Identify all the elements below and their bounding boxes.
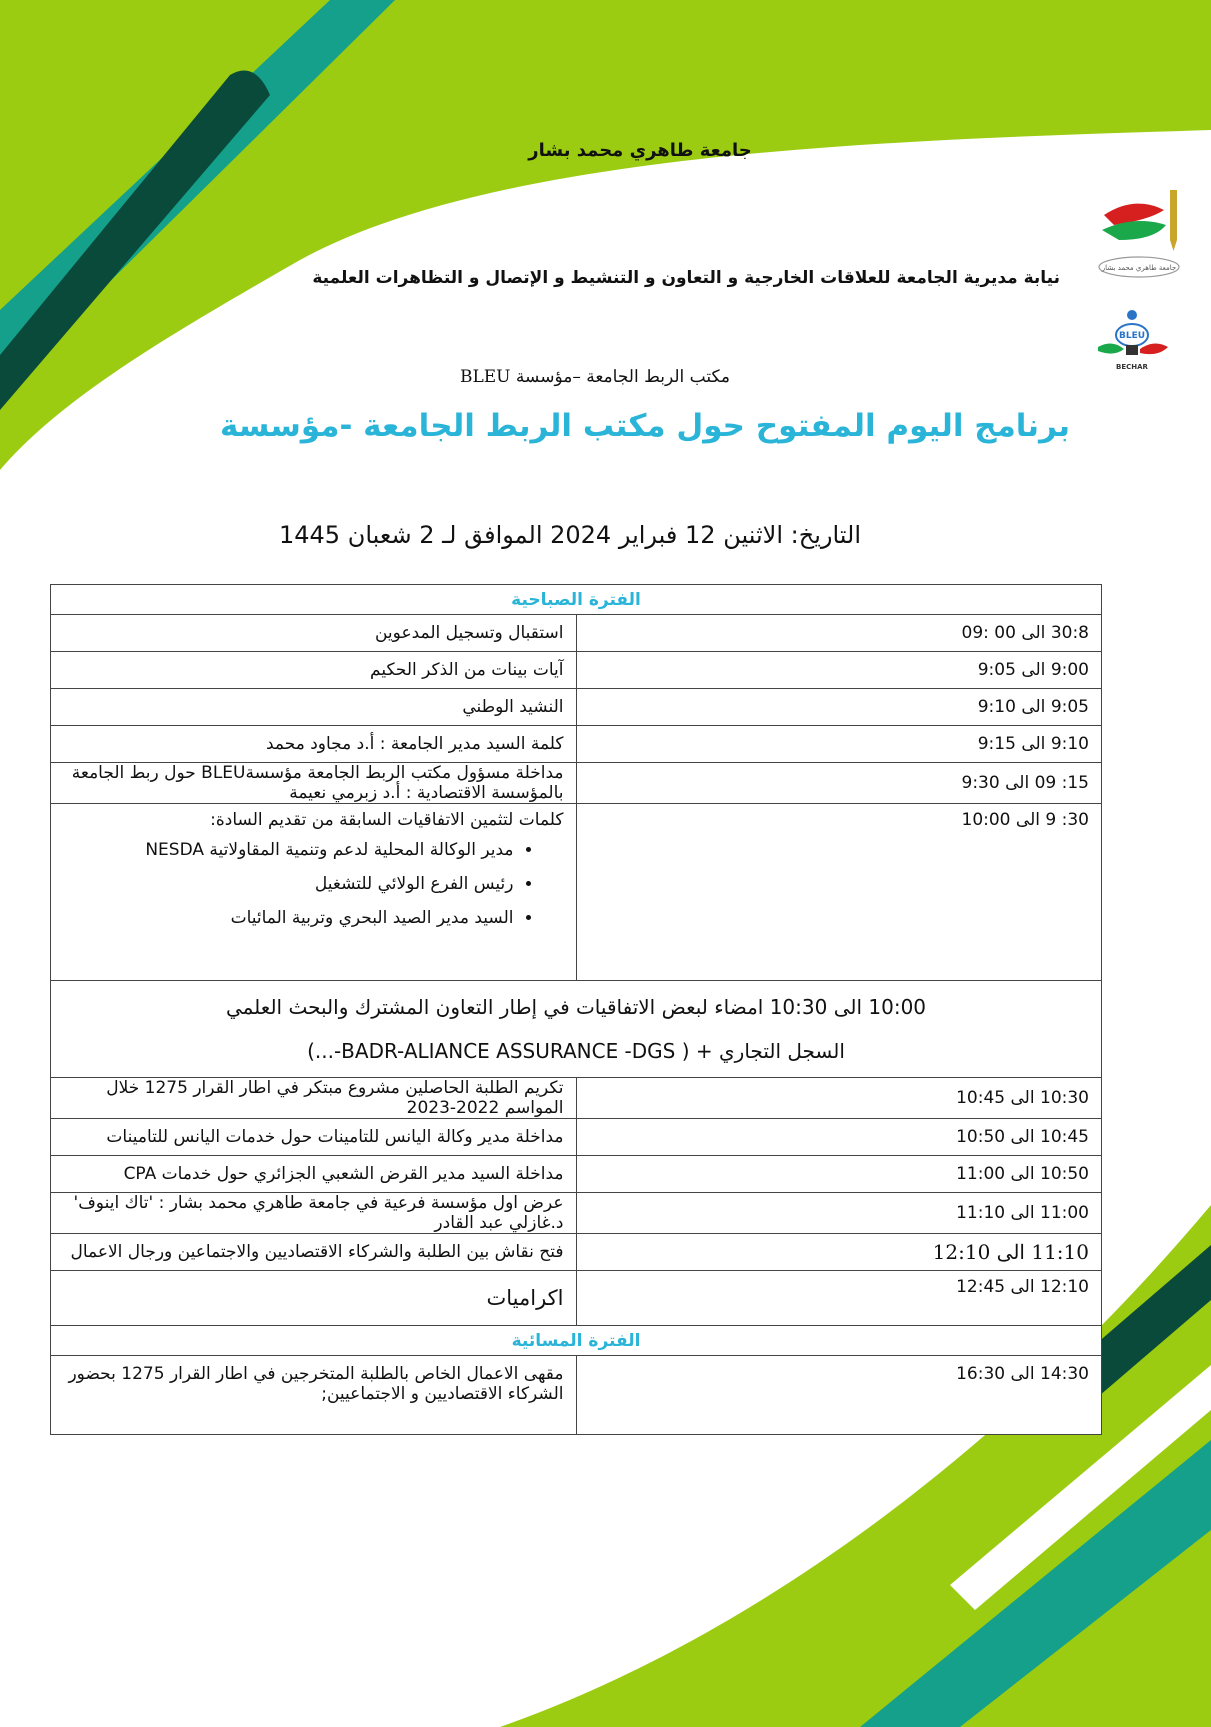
time-cell: 10:45 الى 10:50 bbox=[576, 1119, 1102, 1156]
schedule-table bbox=[50, 584, 1102, 1435]
event-cell: اكراميات bbox=[51, 1271, 577, 1326]
time-cell: 9:05 الى 9:10 bbox=[576, 689, 1102, 726]
table-row bbox=[51, 652, 1102, 689]
table-row bbox=[51, 1119, 1102, 1156]
bleu-logo-text: BLEU bbox=[1118, 331, 1146, 341]
bleu-logo bbox=[1092, 307, 1172, 377]
time-cell: 11:10 الى 12:10 bbox=[576, 1234, 1102, 1271]
time-cell: 9:10 الى 9:15 bbox=[576, 726, 1102, 763]
time-cell: 15: 09 الى 9:30 bbox=[576, 763, 1102, 804]
event-cell: مقهى الاعمال الخاص بالطلبة المتخرجين في اطار القرار 1275 بحضور الشركاء الاقتصاديين و الاجتماعيين; bbox=[51, 1356, 577, 1435]
event-cell: مداخلة مدير وكالة اليانس للتامينات حول خدمات اليانس للتامينات bbox=[51, 1119, 577, 1156]
time-cell: 30:8 الى 00 :09 bbox=[576, 615, 1102, 652]
list-item: • مدير الوكالة المحلية لدعم وتنمية المقاولاتية NESDA bbox=[63, 840, 514, 860]
event-cell: استقبال وتسجيل المدعوين bbox=[51, 615, 577, 652]
table-row bbox=[51, 1271, 1102, 1326]
program-title: برنامج اليوم المفتوح حول مكتب الربط الجامعة -مؤسسة bbox=[220, 408, 1070, 444]
time-cell: 14:30 الى 16:30 bbox=[576, 1356, 1102, 1435]
table-row bbox=[51, 1078, 1102, 1119]
signing-line-1: 10:00 الى 10:30 امضاء لبعض الاتفاقيات في إطار التعاون المشترك والبحث العلمي bbox=[225, 995, 927, 1019]
time-cell: 10:50 الى 11:00 bbox=[576, 1156, 1102, 1193]
table-row bbox=[51, 1156, 1102, 1193]
table-row bbox=[51, 1356, 1102, 1435]
signing-cell bbox=[51, 981, 1102, 1078]
university-logo bbox=[1094, 185, 1194, 285]
time-cell: 10:30 الى 10:45 bbox=[576, 1078, 1102, 1119]
event-cell: مداخلة مسؤول مكتب الربط الجامعة مؤسسةBLEU حول ربط الجامعة بالمؤسسة الاقتصادية : أ.د زبرمي نعيمة bbox=[51, 763, 577, 804]
time-cell: 11:00 الى 11:10 bbox=[576, 1193, 1102, 1234]
signing-row bbox=[51, 981, 1102, 1078]
time-cell: 12:10 الى 12:45 bbox=[576, 1271, 1102, 1326]
bleu-logo-caption: BECHAR bbox=[1116, 363, 1148, 371]
time-cell: 30: 9 الى 10:00 bbox=[576, 804, 1102, 981]
time-cell: 9:00 الى 9:05 bbox=[576, 652, 1102, 689]
morning-section-title: الفترة الصباحية bbox=[51, 585, 1102, 615]
event-cell bbox=[51, 804, 577, 981]
list-item: • السيد مدير الصيد البحري وتربية المائيات bbox=[63, 908, 514, 928]
table-row bbox=[51, 1234, 1102, 1271]
event-cell: فتح نقاش بين الطلبة والشركاء الاقتصاديين والاجتماعين ورجال الاعمال bbox=[51, 1234, 577, 1271]
bureau-label: مكتب الربط الجامعة –مؤسسة BLEU bbox=[459, 367, 730, 387]
event-cell: عرض اول مؤسسة فرعية في جامعة طاهري محمد بشار : 'تاك اينوف' د.غازلي عبد القادر bbox=[51, 1193, 577, 1234]
event-cell: مداخلة السيد مدير القرض الشعبي الجزائري حول خدمات CPA bbox=[51, 1156, 577, 1193]
table-row bbox=[51, 726, 1102, 763]
vice-rectorate-title: نيابة مديرية الجامعة للعلاقات الخارجية و التعاون و التنشيط و الإتصال و التظاهرات العلمية bbox=[312, 268, 1060, 288]
signing-line-2: السجل التجاري + ( BADR-ALIANCE ASSURANCE -DGS-...) bbox=[307, 1039, 845, 1063]
university-logo-caption: جامعة طاهري محمد بشار bbox=[1101, 264, 1177, 272]
table-row bbox=[51, 763, 1102, 804]
speakers-list bbox=[63, 840, 564, 928]
list-item: • رئيس الفرع الولائي للتشغيل bbox=[63, 874, 514, 894]
event-cell: آيات بينات من الذكر الحكيم bbox=[51, 652, 577, 689]
table-row bbox=[51, 689, 1102, 726]
table-row bbox=[51, 804, 1102, 981]
event-date: التاريخ: الاثنين 12 فبراير 2024 الموافق لـ 2 شعبان 1445 bbox=[279, 521, 861, 549]
event-text: كلمات لتثمين الاتفاقيات السابقة من تقديم السادة: bbox=[210, 810, 564, 830]
table-row bbox=[51, 1193, 1102, 1234]
event-cell: النشيد الوطني bbox=[51, 689, 577, 726]
table-row bbox=[51, 615, 1102, 652]
event-cell: تكريم الطلبة الحاصلين مشروع مبتكر في اطار القرار 1275 خلال المواسم 2022-2023 bbox=[51, 1078, 577, 1119]
university-name: جامعة طاهري محمد بشار bbox=[528, 140, 752, 161]
event-cell: كلمة السيد مدير الجامعة : أ.د مجاود محمد bbox=[51, 726, 577, 763]
evening-section-title: الفترة المسائية bbox=[51, 1326, 1102, 1356]
